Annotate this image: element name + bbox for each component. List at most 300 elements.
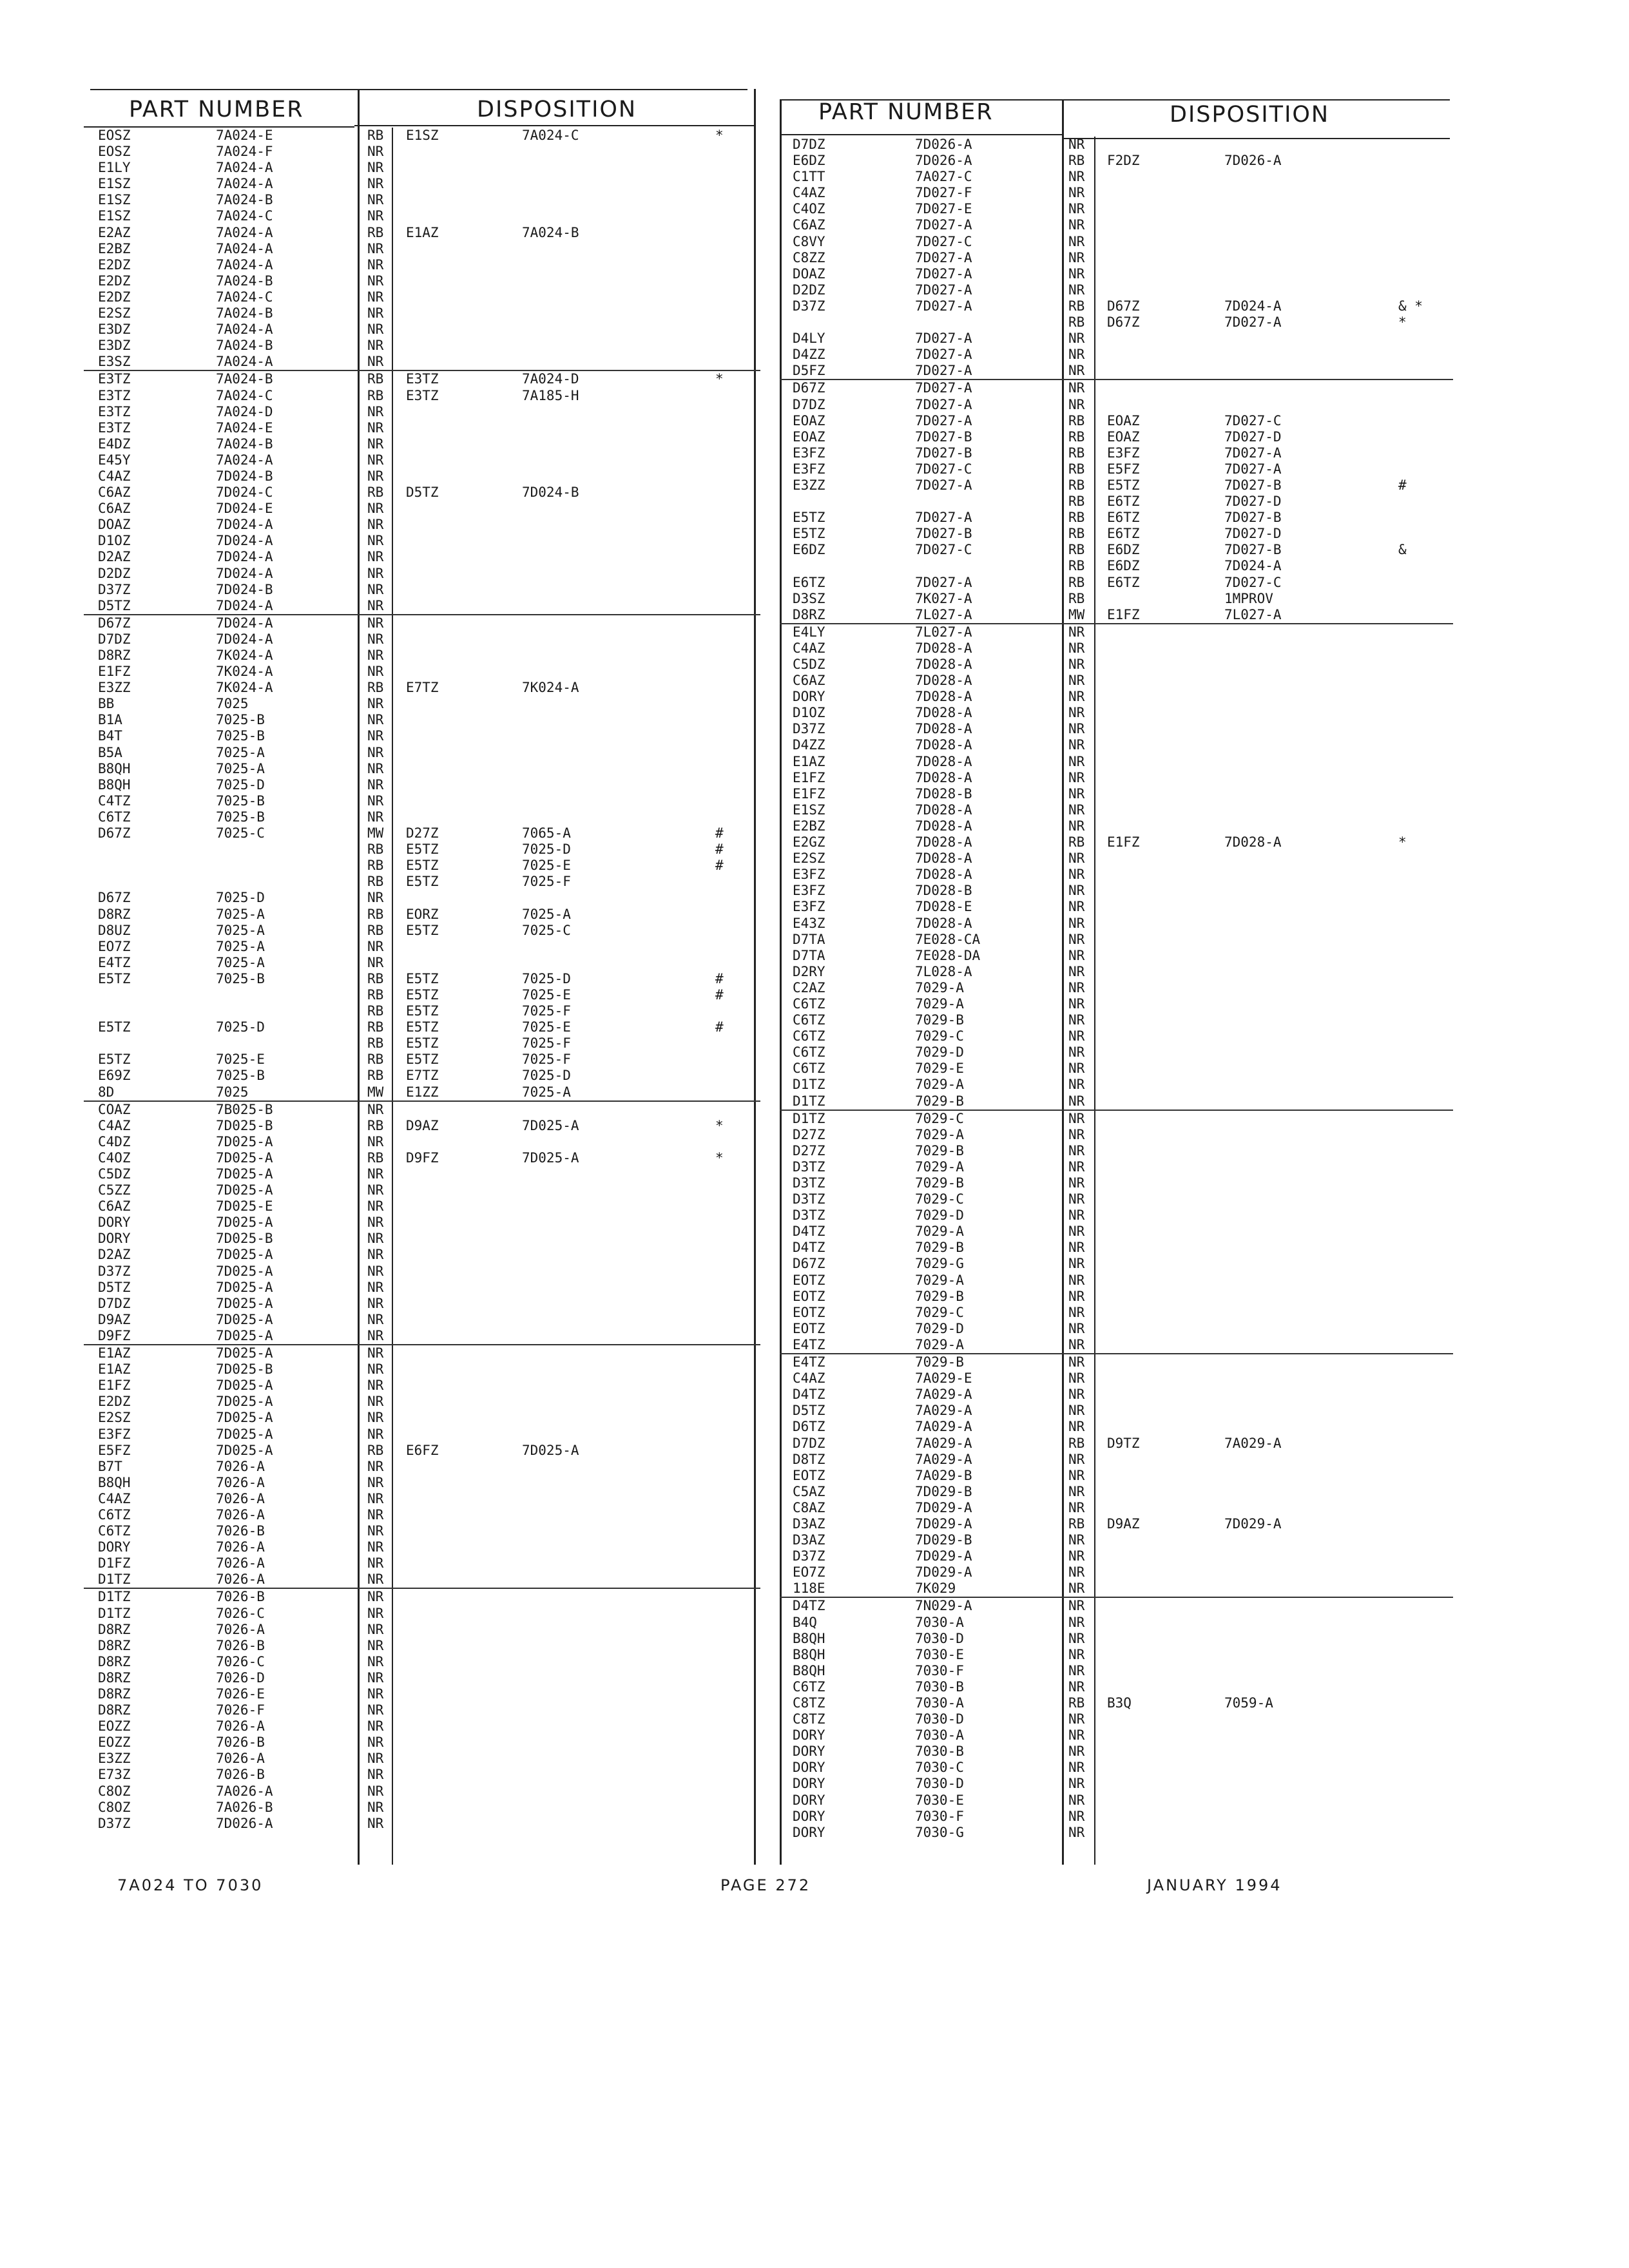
note-cell: *: [1398, 834, 1407, 850]
prefix-cell: EOAZ: [793, 412, 825, 428]
prefix-cell: E6DZ: [793, 542, 825, 558]
part-cell: 7029-A: [915, 1224, 964, 1240]
code-cell: RB: [367, 874, 384, 890]
code-cell: NR: [1068, 1760, 1085, 1776]
code-cell: NR: [1068, 721, 1085, 737]
prefix-cell: DOAZ: [98, 517, 131, 533]
footer-range: 7A024 TO 7030: [117, 1876, 264, 1894]
prefix-cell: EOSZ: [98, 128, 131, 143]
ref-prefix-cell: E5TZ: [406, 1035, 439, 1052]
prefix-cell: C4AZ: [98, 468, 131, 484]
prefix-cell: D1FZ: [98, 1555, 131, 1571]
part-cell: 7026-D: [216, 1669, 265, 1686]
part-cell: 7025-A: [216, 938, 265, 954]
note-cell: #: [715, 986, 724, 1003]
prefix-cell: E2DZ: [98, 289, 131, 305]
table-row: [780, 1516, 1453, 1532]
prefix-cell: EOTZ: [793, 1467, 825, 1483]
code-cell: RB: [367, 1035, 384, 1052]
prefix-cell: E2DZ: [98, 273, 131, 289]
ref-part-cell: 7025-E: [522, 986, 571, 1003]
code-cell: NR: [367, 144, 384, 160]
part-cell: 7L027-A: [915, 606, 972, 622]
table-row: [780, 1452, 1453, 1468]
code-cell: RB: [1068, 590, 1085, 606]
part-cell: 7D025-A: [216, 1378, 273, 1394]
code-cell: NR: [1068, 1142, 1085, 1158]
table-row: [84, 939, 760, 955]
prefix-cell: C4AZ: [98, 1117, 131, 1133]
code-cell: NR: [367, 1474, 384, 1490]
part-cell: 7K024-A: [216, 648, 273, 663]
table-row: [84, 322, 760, 338]
table-row: [84, 1686, 760, 1702]
table-row: [84, 1264, 760, 1280]
table-row: [780, 1760, 1453, 1776]
prefix-cell: C8TZ: [793, 1711, 825, 1727]
table-row: [780, 445, 1453, 461]
table-row: [84, 257, 760, 273]
code-cell: NR: [367, 1215, 384, 1231]
part-cell: 7030-A: [915, 1695, 964, 1711]
part-cell: 7026-A: [216, 1621, 265, 1637]
table-row: [780, 948, 1453, 964]
code-cell: NR: [367, 1653, 384, 1669]
part-cell: 7025-B: [216, 1068, 265, 1084]
prefix-cell: B8QH: [98, 1474, 131, 1490]
ref-prefix-cell: E6TZ: [1107, 510, 1140, 526]
prefix-cell: E2SZ: [98, 305, 131, 322]
part-cell: 7030-G: [915, 1824, 964, 1840]
part-cell: 7D027-A: [915, 363, 972, 379]
part-cell: 7A026-B: [216, 1799, 273, 1815]
code-cell: NR: [1068, 737, 1085, 753]
table-row: [84, 907, 760, 923]
code-cell: NR: [367, 1571, 384, 1588]
code-cell: NR: [1068, 899, 1085, 915]
prefix-cell: D9AZ: [98, 1311, 131, 1327]
code-cell: NR: [1068, 1207, 1085, 1224]
code-cell: NR: [367, 305, 384, 322]
code-cell: NR: [1068, 1711, 1085, 1727]
prefix-cell: D37Z: [98, 1263, 131, 1279]
table-row: [780, 657, 1453, 673]
code-cell: RB: [1068, 1695, 1085, 1711]
part-cell: 7026-E: [216, 1686, 265, 1702]
note-cell: *: [715, 1149, 724, 1166]
part-cell: 7D027-A: [915, 249, 972, 265]
part-cell: 7D024-A: [216, 631, 273, 647]
prefix-cell: D7TA: [793, 947, 825, 963]
prefix-cell: E69Z: [98, 1068, 131, 1084]
code-cell: NR: [1068, 850, 1085, 867]
code-cell: NR: [1068, 1467, 1085, 1483]
table-row: [780, 558, 1453, 574]
prefix-cell: D4TZ: [793, 1387, 825, 1403]
table-row: [84, 648, 760, 664]
code-cell: RB: [367, 224, 384, 240]
table-row: [84, 225, 760, 241]
part-cell: 7025: [216, 1084, 249, 1100]
table-row: [84, 1475, 760, 1491]
part-cell: 7029-B: [915, 1240, 964, 1256]
ref-prefix-cell: E7TZ: [406, 1068, 439, 1084]
table-row: [780, 1093, 1453, 1111]
part-cell: 7D028-A: [915, 850, 972, 867]
code-cell: NR: [367, 1101, 384, 1117]
table-row: [84, 825, 760, 841]
table-row: [780, 607, 1453, 624]
part-cell: 7D028-A: [915, 753, 972, 769]
code-cell: RB: [1068, 461, 1085, 477]
table-row: [84, 289, 760, 305]
part-cell: 7D029-A: [915, 1564, 972, 1581]
prefix-cell: B4Q: [793, 1614, 817, 1630]
part-cell: 7D028-B: [915, 883, 972, 899]
part-cell: 7A024-A: [216, 160, 273, 176]
table-row: [780, 754, 1453, 770]
prefix-cell: D3TZ: [793, 1158, 825, 1175]
prefix-cell: EOTZ: [793, 1320, 825, 1336]
right-disposition-header: DISPOSITION: [1170, 102, 1330, 128]
part-cell: 7A024-B: [216, 273, 273, 289]
prefix-cell: E2SZ: [98, 1410, 131, 1426]
note-cell: *: [715, 1117, 724, 1133]
prefix-cell: D7DZ: [793, 1435, 825, 1451]
table-row: [84, 533, 760, 549]
code-cell: RB: [367, 986, 384, 1003]
prefix-cell: D8RZ: [98, 1637, 131, 1653]
part-cell: 7D029-A: [915, 1499, 972, 1515]
prefix-cell: C6TZ: [793, 1061, 825, 1077]
ref-part-cell: 7A024-D: [522, 371, 579, 387]
part-cell: 7025-D: [216, 890, 265, 906]
part-cell: 7030-A: [915, 1727, 964, 1744]
part-cell: 7029-A: [915, 979, 964, 995]
prefix-cell: C4TZ: [98, 793, 131, 809]
prefix-cell: D7DZ: [98, 1295, 131, 1311]
table-row: [84, 1361, 760, 1378]
code-cell: RB: [367, 970, 384, 986]
ref-part-cell: 7D027-B: [1224, 477, 1282, 493]
prefix-cell: C6TZ: [793, 995, 825, 1012]
code-cell: NR: [1068, 1093, 1085, 1109]
code-cell: NR: [367, 1458, 384, 1474]
table-row: [84, 1134, 760, 1150]
table-row: [780, 591, 1453, 607]
code-cell: RB: [1068, 558, 1085, 574]
code-cell: NR: [1068, 1110, 1085, 1126]
prefix-cell: E3TZ: [98, 403, 131, 419]
code-cell: NR: [1068, 1044, 1085, 1061]
ref-prefix-cell: E6TZ: [1107, 526, 1140, 542]
part-cell: 7A026-A: [216, 1783, 273, 1799]
code-cell: NR: [1068, 624, 1085, 640]
prefix-cell: C4AZ: [793, 640, 825, 656]
part-cell: 7025-D: [216, 776, 265, 793]
part-cell: 7D025-A: [216, 1182, 273, 1198]
code-cell: NR: [1068, 1370, 1085, 1387]
prefix-cell: C8OZ: [98, 1799, 131, 1815]
table-row: [780, 234, 1453, 250]
table-row: [780, 980, 1453, 996]
code-cell: NR: [1068, 1288, 1085, 1304]
code-cell: NR: [367, 1166, 384, 1182]
code-cell: NR: [367, 1686, 384, 1702]
part-cell: 7D025-A: [216, 1133, 273, 1149]
prefix-cell: DORY: [793, 1792, 825, 1808]
prefix-cell: E2BZ: [793, 818, 825, 834]
ref-part-cell: 7059-A: [1224, 1695, 1273, 1711]
table-row: [84, 1102, 760, 1118]
table-row: [84, 1166, 760, 1182]
part-cell: 7D024-A: [216, 517, 273, 533]
part-cell: 7K024-A: [216, 680, 273, 696]
part-cell: 7026-A: [216, 1506, 265, 1523]
table-row: [84, 549, 760, 565]
note-cell: #: [715, 858, 724, 874]
prefix-cell: E3FZ: [98, 1426, 131, 1442]
prefix-cell: D8TZ: [793, 1451, 825, 1467]
part-cell: 7025-D: [216, 1019, 265, 1035]
prefix-cell: D2AZ: [98, 1247, 131, 1263]
part-cell: 7D024-C: [216, 485, 273, 501]
ref-prefix-cell: E1FZ: [1107, 606, 1140, 622]
prefix-cell: D3AZ: [793, 1532, 825, 1548]
part-cell: 7D027-A: [915, 217, 972, 233]
part-cell: 7A024-E: [216, 419, 273, 436]
part-cell: 7D028-A: [915, 673, 972, 689]
part-cell: 7026-F: [216, 1702, 265, 1718]
code-cell: NR: [1068, 1191, 1085, 1207]
right-rows: [780, 137, 1453, 1841]
table-row: [84, 338, 760, 354]
ref-prefix-cell: E3TZ: [406, 371, 439, 387]
prefix-cell: D5TZ: [98, 597, 131, 613]
part-cell: 7026-B: [216, 1637, 265, 1653]
ref-prefix-cell: B3Q: [1107, 1695, 1132, 1711]
part-cell: 7A024-A: [216, 354, 273, 370]
table-row: [84, 144, 760, 160]
part-cell: 7025-B: [216, 728, 265, 744]
table-row: [780, 380, 1453, 396]
code-cell: RB: [1068, 153, 1085, 169]
table-row: [780, 217, 1453, 233]
table-row: [780, 689, 1453, 705]
note-cell: *: [715, 128, 724, 143]
prefix-cell: C6TZ: [98, 1506, 131, 1523]
prefix-cell: 118E: [793, 1581, 825, 1597]
part-cell: 7026-A: [216, 1490, 265, 1506]
code-cell: NR: [367, 890, 384, 906]
part-cell: 7030-E: [915, 1646, 964, 1662]
prefix-cell: E4DZ: [98, 436, 131, 452]
table-row: [780, 153, 1453, 169]
prefix-cell: COAZ: [98, 1101, 131, 1117]
ref-part-cell: 7D024-A: [1224, 558, 1282, 574]
prefix-cell: E5TZ: [98, 970, 131, 986]
table-row: [780, 298, 1453, 314]
code-cell: NR: [367, 1231, 384, 1247]
ref-part-cell: 7D027-D: [1224, 494, 1282, 510]
part-cell: 7D025-A: [216, 1426, 273, 1442]
code-cell: NR: [1068, 1012, 1085, 1028]
code-cell: NR: [1068, 1662, 1085, 1678]
ref-prefix-cell: E1ZZ: [406, 1084, 439, 1100]
code-cell: NR: [1068, 249, 1085, 265]
prefix-cell: E5TZ: [98, 1019, 131, 1035]
part-cell: 7D029-B: [915, 1483, 972, 1499]
prefix-cell: E1SZ: [793, 802, 825, 818]
part-cell: 7A024-B: [216, 305, 273, 322]
code-cell: NR: [1068, 1614, 1085, 1630]
prefix-cell: E3DZ: [98, 322, 131, 338]
code-cell: NR: [1068, 1175, 1085, 1191]
part-cell: 7029-D: [915, 1320, 964, 1336]
part-cell: 7D024-A: [216, 549, 273, 565]
prefix-cell: C1TT: [793, 169, 825, 185]
code-cell: NR: [1068, 1532, 1085, 1548]
table-row: [84, 1459, 760, 1475]
part-cell: 7A024-A: [216, 224, 273, 240]
part-cell: 7029-A: [915, 1272, 964, 1288]
note-cell: #: [715, 970, 724, 986]
table-row: [780, 850, 1453, 867]
ref-prefix-cell: E6TZ: [1107, 574, 1140, 590]
ref-prefix-cell: D67Z: [1107, 314, 1140, 331]
prefix-cell: E5TZ: [793, 510, 825, 526]
ref-part-cell: 7D027-C: [1224, 574, 1282, 590]
code-cell: RB: [1068, 445, 1085, 461]
part-cell: 7D028-A: [915, 705, 972, 721]
part-cell: 7A029-A: [915, 1419, 972, 1435]
code-cell: NR: [1068, 380, 1085, 396]
prefix-cell: C4AZ: [793, 1370, 825, 1387]
prefix-cell: E43Z: [793, 915, 825, 931]
code-cell: NR: [1068, 1077, 1085, 1093]
part-cell: 7030-C: [915, 1760, 964, 1776]
prefix-cell: DORY: [793, 1808, 825, 1824]
table-row: [780, 1354, 1453, 1370]
code-cell: NR: [367, 1637, 384, 1653]
ref-prefix-cell: E5TZ: [406, 841, 439, 858]
prefix-cell: D5TZ: [793, 1403, 825, 1419]
part-cell: 7A027-C: [915, 169, 972, 185]
table-row: [84, 1571, 760, 1589]
part-cell: 7E028-CA: [915, 931, 981, 947]
part-cell: 7030-F: [915, 1662, 964, 1678]
note-cell: &: [1398, 542, 1407, 558]
table-row: [84, 777, 760, 793]
code-cell: NR: [1068, 753, 1085, 769]
part-cell: 7D028-A: [915, 867, 972, 883]
prefix-cell: E1FZ: [793, 785, 825, 802]
table-row: [84, 712, 760, 728]
part-cell: 7D025-A: [216, 1263, 273, 1279]
part-cell: 7D028-A: [915, 818, 972, 834]
prefix-cell: E3FZ: [793, 867, 825, 883]
prefix-cell: E1FZ: [98, 1378, 131, 1394]
code-cell: NR: [367, 208, 384, 224]
code-cell: NR: [1068, 1598, 1085, 1614]
part-cell: 7A029-A: [915, 1435, 972, 1451]
table-row: [84, 1507, 760, 1523]
code-cell: RB: [367, 387, 384, 403]
part-cell: 7D025-B: [216, 1361, 273, 1378]
prefix-cell: E3FZ: [793, 461, 825, 477]
table-row: [84, 1800, 760, 1816]
code-cell: RB: [367, 485, 384, 501]
table-row: [84, 1150, 760, 1166]
part-cell: 7A024-C: [216, 208, 273, 224]
footer-date: JANUARY 1994: [1147, 1876, 1282, 1894]
table-row: [780, 363, 1453, 380]
ref-prefix-cell: E5TZ: [406, 1052, 439, 1068]
table-row: [84, 1084, 760, 1102]
table-row: [84, 1035, 760, 1052]
part-cell: 7A024-B: [216, 371, 273, 387]
code-cell: NR: [367, 436, 384, 452]
ref-part-cell: 7025-F: [522, 874, 571, 890]
right-table: [780, 89, 1453, 1865]
code-cell: NR: [1068, 169, 1085, 185]
part-cell: 7A029-A: [915, 1451, 972, 1467]
part-cell: 7025-A: [216, 922, 265, 938]
table-row: [780, 1532, 1453, 1548]
part-cell: 7D025-A: [216, 1149, 273, 1166]
table-row: [84, 128, 760, 144]
ref-prefix-cell: EOAZ: [1107, 412, 1140, 428]
part-cell: 7D024-A: [216, 615, 273, 631]
prefix-cell: D3TZ: [793, 1207, 825, 1224]
table-row: [84, 1427, 760, 1443]
code-cell: NR: [367, 419, 384, 436]
ref-prefix-cell: D9FZ: [406, 1149, 439, 1166]
part-cell: 7D027-A: [915, 347, 972, 363]
part-cell: 7026-A: [216, 1474, 265, 1490]
code-cell: NR: [367, 1345, 384, 1361]
prefix-cell: D4ZZ: [793, 737, 825, 753]
part-cell: 7026-C: [216, 1653, 265, 1669]
part-cell: 7D028-A: [915, 689, 972, 705]
code-cell: NR: [367, 1702, 384, 1718]
table-row: [84, 1182, 760, 1198]
code-cell: RB: [1068, 834, 1085, 850]
ref-prefix-cell: E1FZ: [1107, 834, 1140, 850]
table-row: [84, 1198, 760, 1215]
prefix-cell: E1LY: [98, 160, 131, 176]
part-cell: 7D025-A: [216, 1166, 273, 1182]
ref-part-cell: 7025-D: [522, 970, 571, 986]
prefix-cell: DORY: [793, 1727, 825, 1744]
ref-prefix-cell: E3FZ: [1107, 445, 1140, 461]
code-cell: NR: [367, 1669, 384, 1686]
code-cell: NR: [367, 648, 384, 663]
part-cell: 7025-A: [216, 906, 265, 922]
part-cell: 7D024-A: [216, 533, 273, 549]
ref-part-cell: 7025-E: [522, 858, 571, 874]
part-cell: 7D027-A: [915, 574, 972, 590]
table-row: [780, 1191, 1453, 1207]
part-cell: 7029-C: [915, 1304, 964, 1320]
ref-prefix-cell: EOAZ: [1107, 428, 1140, 445]
part-cell: 7A024-A: [216, 240, 273, 256]
table-row: [780, 542, 1453, 558]
prefix-cell: B5A: [98, 744, 122, 760]
code-cell: NR: [367, 1490, 384, 1506]
part-cell: 7030-D: [915, 1630, 964, 1646]
code-cell: NR: [367, 1523, 384, 1539]
